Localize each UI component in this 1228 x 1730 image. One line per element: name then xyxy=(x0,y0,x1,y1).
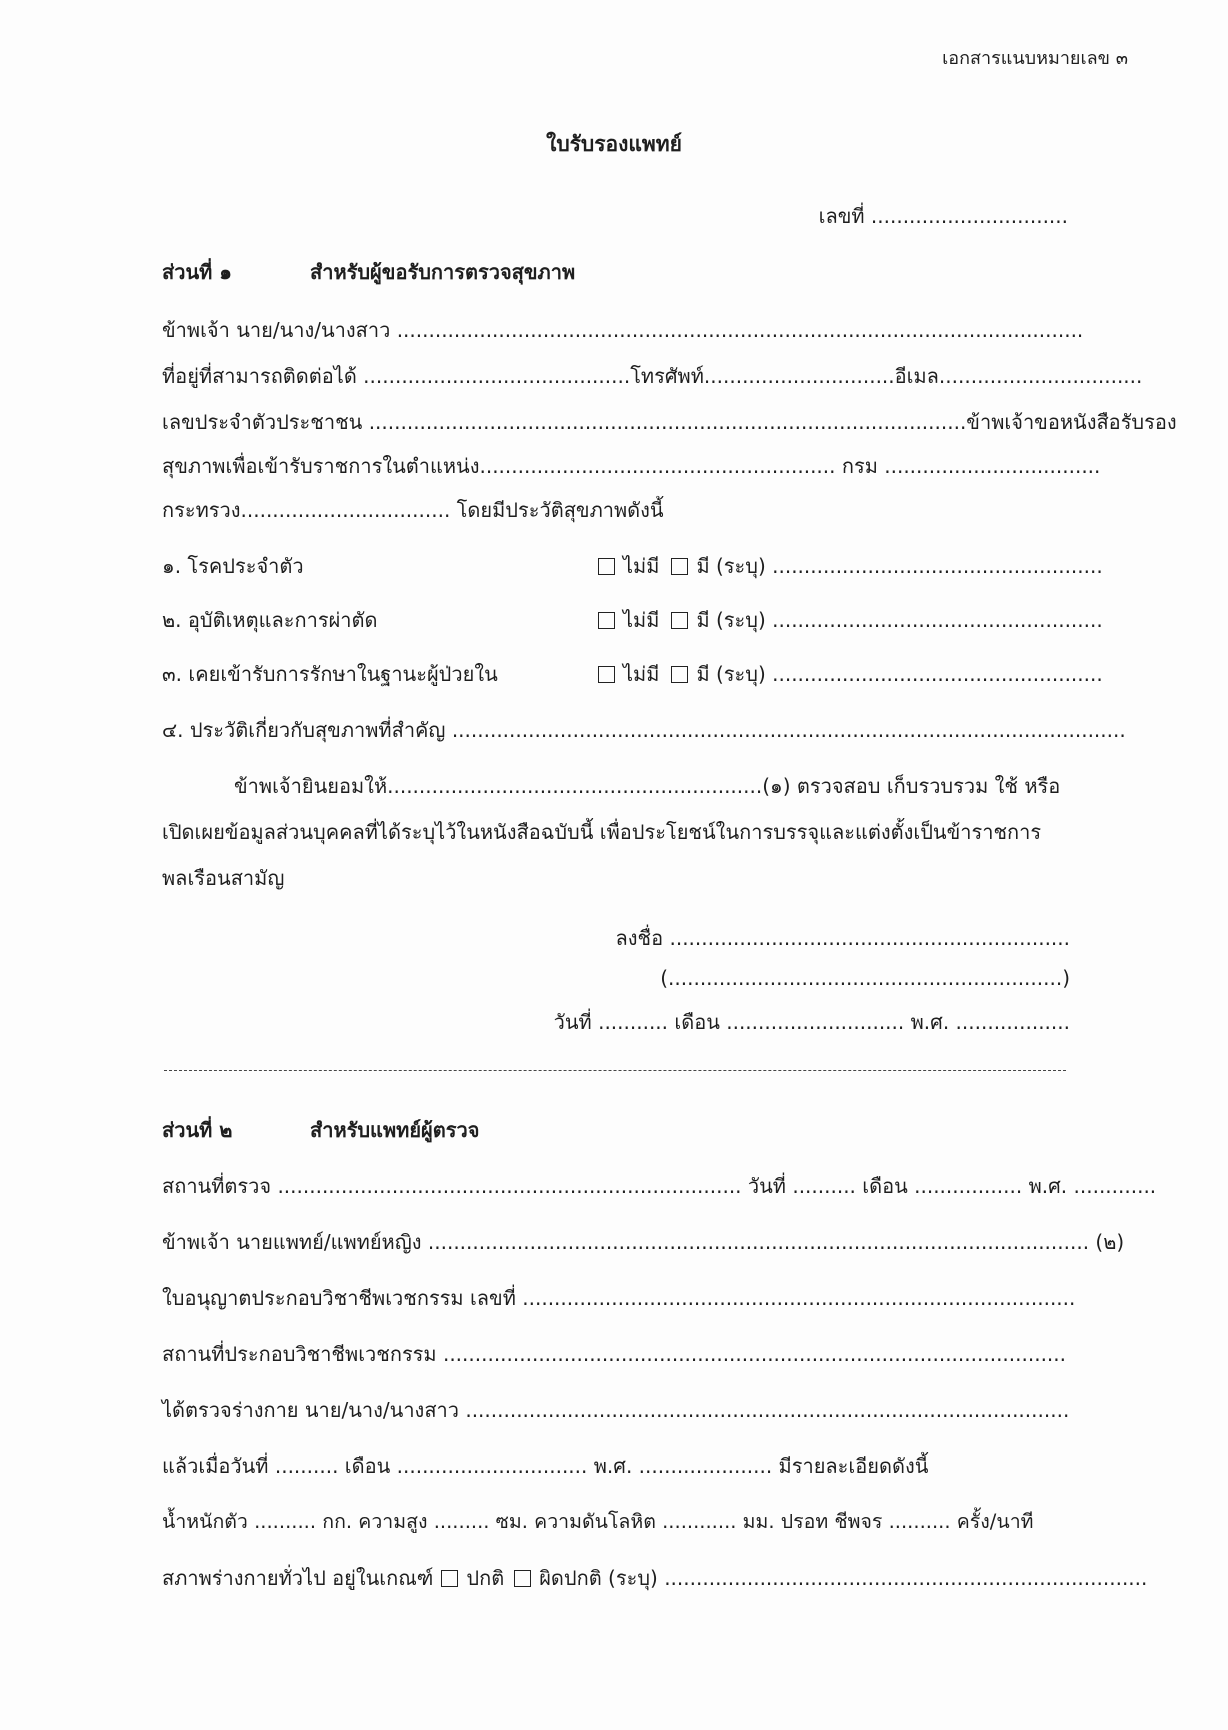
ministry-line: กระทรวง................................. โดยมีประวัติสุขภาพดังนี้ xyxy=(162,498,664,522)
history-row xyxy=(162,664,1103,684)
doctor-name-line: ข้าพเจ้า นายแพทย์/แพทย์หญิง ........................................................................................................ (๒) xyxy=(162,1230,1125,1254)
history-label: ๓. เคยเข้ารับการรักษาในฐานะผู้ป่วยใน xyxy=(162,662,498,686)
yes-checkbox[interactable] xyxy=(671,612,688,629)
general-condition-line xyxy=(162,1568,1147,1588)
part1-label: ส่วนที่ ๑ xyxy=(162,260,232,284)
request-text: ข้าพเจ้าขอหนังสือรับรอง xyxy=(966,410,1177,434)
no-option: ไม่มี xyxy=(623,554,660,578)
history-label: ๒. อุบัติเหตุและการผ่าตัด xyxy=(162,608,378,632)
exam-date-line: แล้วเมื่อวันที่ .......... เดือน .............................. พ.ศ. ..................... มีรายละเอียดดังนี้ xyxy=(162,1454,929,1478)
history-row xyxy=(162,556,1103,576)
yes-option: มี (ระบุ) .................................................... xyxy=(696,662,1103,686)
normal-option: ปกติ xyxy=(466,1566,505,1590)
part1-title: สำหรับผู้ขอรับการตรวจสุขภาพ xyxy=(310,260,576,284)
page-title: ใบรับรองแพทย์ xyxy=(546,132,682,156)
abnormal-checkbox[interactable] xyxy=(514,1570,531,1587)
important-history-line: ๔. ประวัติเกี่ยวกับสุขภาพที่สำคัญ .......................................................................................................... xyxy=(162,718,1126,742)
part1-heading xyxy=(162,262,575,282)
no-checkbox[interactable] xyxy=(598,558,615,575)
yes-checkbox[interactable] xyxy=(671,666,688,683)
history-row xyxy=(162,610,1103,630)
examined-person-line: ได้ตรวจร่างกาย นาย/นาง/นางสาว ............................................................................................... xyxy=(162,1398,1070,1422)
exam-place-line: สถานที่ตรวจ ......................................................................... วันที่ .......... เดือน ................. พ.ศ. ............. xyxy=(162,1174,1157,1198)
id-line xyxy=(162,410,1177,434)
consent-line-2: เปิดเผยข้อมูลส่วนบุคคลที่ได้ระบุไว้ในหนังสือฉบับนี้ เพื่อประโยชน์ในการบรรจุและแต่งตั้งเป็นข้าราชการ xyxy=(162,820,1042,844)
id-field: เลขประจำตัวประชาชน .............................................................................................. xyxy=(162,410,967,434)
no-checkbox[interactable] xyxy=(598,666,615,683)
general-condition-label: สภาพร่างกายทั่วไป อยู่ในเกณฑ์ xyxy=(162,1566,434,1590)
position-line: สุขภาพเพื่อเข้ารับราชการในตำแหน่ง........................................................ กรม .................................. xyxy=(162,454,1101,478)
abnormal-option: ผิดปกติ (ระบุ) ............................................................................ xyxy=(539,1566,1148,1590)
document-number: เลขที่ ............................... xyxy=(818,204,1068,228)
practice-place-line: สถานที่ประกอบวิชาชีพเวชกรรม .................................................................................................. xyxy=(162,1342,1066,1366)
signature-date-line: วันที่ ........... เดือน ............................ พ.ศ. .................. xyxy=(553,1010,1070,1034)
yes-option: มี (ระบุ) .................................................... xyxy=(696,554,1103,578)
no-checkbox[interactable] xyxy=(598,612,615,629)
part2-title: สำหรับแพทย์ผู้ตรวจ xyxy=(310,1118,480,1142)
signature-name-line: (..............................................................) xyxy=(660,966,1070,990)
yes-option: มี (ระบุ) .................................................... xyxy=(696,608,1103,632)
no-option: ไม่มี xyxy=(623,608,660,632)
signature-line: ลงชื่อ ............................................................... xyxy=(615,926,1070,950)
contact-line: ที่อยู่ที่สามารถติดต่อได้ ..........................................โทรศัพท์..............................อีเมล................................ xyxy=(162,364,1143,388)
consent-line-3: พลเรือนสามัญ xyxy=(162,866,285,890)
history-label: ๑. โรคประจำตัว xyxy=(162,554,304,578)
part2-label: ส่วนที่ ๒ xyxy=(162,1118,233,1142)
vital-signs-line: น้ำหนักตัว .......... กก. ความสูง ......... ซม. ความดันโลหิต ............ มม. ปรอท ชีพจร .......... ครั้ง/นาที xyxy=(162,1510,1034,1533)
normal-checkbox[interactable] xyxy=(441,1570,458,1587)
applicant-name-line: ข้าพเจ้า นาย/นาง/นางสาว ............................................................................................................ xyxy=(162,318,1084,342)
annex-label: เอกสารแนบหมายเลข ๓ xyxy=(942,48,1128,69)
yes-checkbox[interactable] xyxy=(671,558,688,575)
consent-line-1: ข้าพเจ้ายินยอมให้...........................................................(๑) ตรวจสอบ เก็บรวบรวม ใช้ หรือ xyxy=(234,774,1061,798)
license-line: ใบอนุญาตประกอบวิชาชีพเวชกรรม เลขที่ ....................................................................................... xyxy=(162,1286,1076,1310)
no-option: ไม่มี xyxy=(623,662,660,686)
part2-heading xyxy=(162,1120,479,1140)
section-divider xyxy=(164,1070,1066,1071)
